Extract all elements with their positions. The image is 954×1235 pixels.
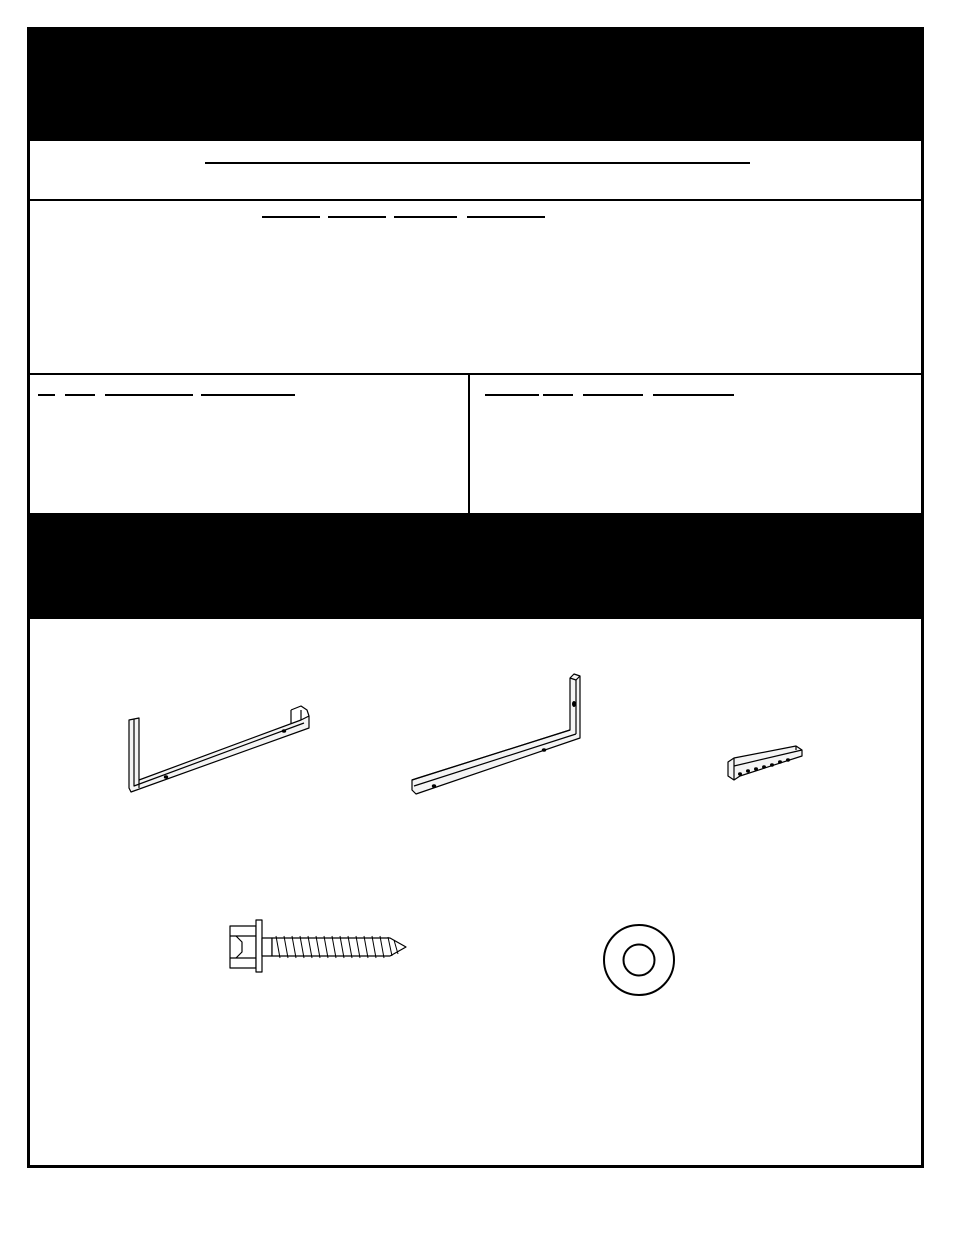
divider [30, 373, 921, 375]
underline [543, 394, 573, 396]
underline [467, 216, 545, 218]
instruction-sheet [27, 27, 924, 1168]
hex-lag-screw-icon [228, 918, 408, 974]
underline [394, 216, 457, 218]
small-bracket-icon [726, 742, 804, 788]
underline [201, 394, 295, 396]
column-divider [468, 375, 470, 513]
underline [262, 216, 320, 218]
underline [485, 394, 539, 396]
header-band [30, 30, 921, 141]
underline [38, 394, 55, 396]
divider [30, 199, 921, 201]
section-band [30, 513, 921, 619]
underline [653, 394, 734, 396]
underline [328, 216, 386, 218]
left-bracket-icon [125, 680, 315, 800]
underline [65, 394, 95, 396]
title-underline [205, 162, 750, 164]
underline [583, 394, 643, 396]
underline [105, 394, 193, 396]
right-bracket-icon [408, 670, 584, 802]
flat-washer-icon [602, 923, 676, 997]
